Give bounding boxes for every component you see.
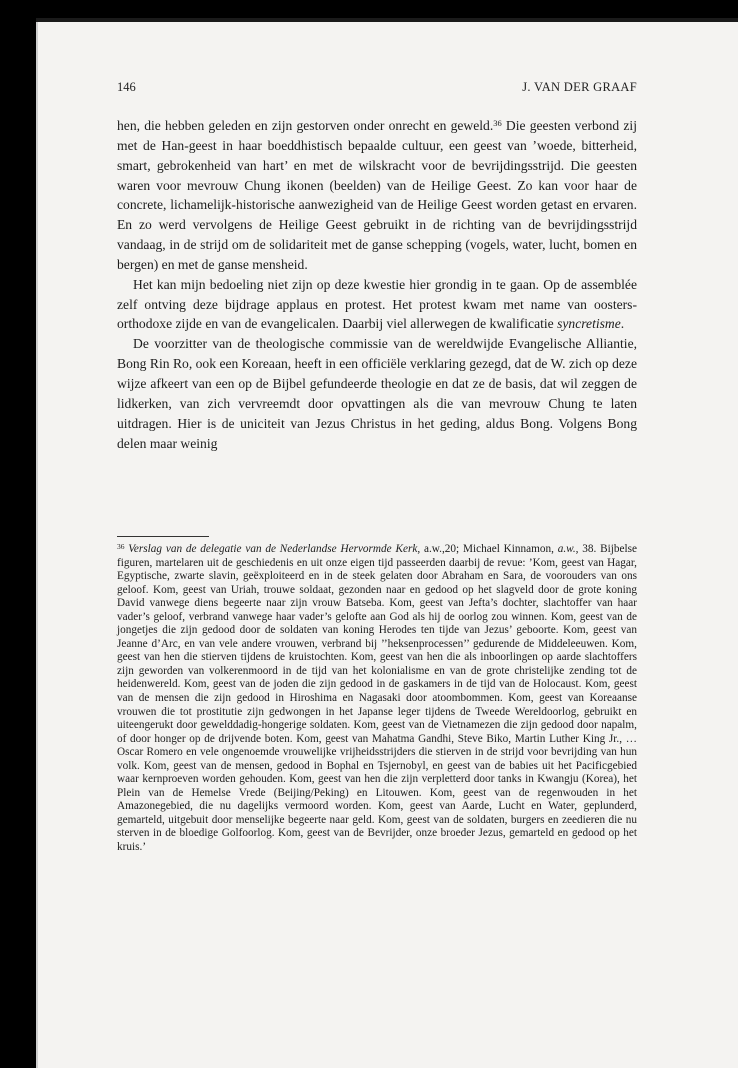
footnote-ref-1: a.w.,20; Michael Kinnamon,	[420, 543, 558, 555]
paragraph-3	[117, 334, 637, 453]
syncretisme-term: syncretisme	[557, 316, 621, 332]
running-header	[117, 80, 637, 98]
scan-top-border	[36, 18, 738, 22]
paragraph-2-end: .	[620, 316, 625, 332]
footnote-ref-36[interactable]: 36	[493, 118, 502, 128]
scan-left-edge	[36, 22, 38, 1068]
footnote-number: 36	[117, 542, 125, 551]
body-text	[117, 116, 637, 453]
running-author: J. VAN DER GRAAF	[522, 80, 637, 94]
footnote-36	[117, 543, 637, 855]
paragraph-2-text: Het kan mijn bedoeling niet zijn op deze kwestie hier grondig in te gaan. Op de assemblée zelf ontving deze bijdrage applaus en protest. Het protest kwam met name van oosters-orthodoxe zijde en van de evangelicalen. Daarbij viel allerwegen de kwalificatie	[117, 276, 637, 332]
paragraph-3-text: De voorzitter van de theologische commissie van de wereldwijde Evangelische Alliantie, Bong Rin Ro, ook een Koreaan, heeft in een officiële verklaring gezegd, dat de W. zich op deze wijze afkeert van een op de Bijbel gefundeerde theologie en dat ze de basis, dat wil zeggen de lidkerken, van zich vervreemdt door opvattingen als die van mevrouw Chung te laten uitdragen. Hier is de uniciteit van Jezus Christus in het geding, aldus Bong. Volgens Bong delen maar weinig	[117, 336, 637, 451]
footnote-aw: a.w.,	[557, 543, 579, 555]
footnote-source-title: Verslag van de delegatie van de Nederlandse Hervormde Kerk,	[128, 543, 421, 555]
paragraph-1-text: hen, die hebben geleden en zijn gestorven onder onrecht en geweld.	[117, 118, 494, 133]
paragraph-1-text-cont: Die geesten verbond zij met de Han-geest in haar boeddhistisch bepaalde cultuur, een geest van ’woede, bitterheid, smart, gebrokenheid van hart’ en met de wilskracht voor de bevrijdingsstrijd. Die geesten waren voor mevrouw Chung ikonen (beelden) van de Heilige Geest. Zo kan voor haar de concrete, lichamelijk-historische aanwezigheid van de Heilige Geest worden getast en ervaren. En zo werd vervolgens de Heilige Geest gebruikt in de richting van de bevrijdingsstrijd vandaag, in de strijd om de solidariteit met de ganse schepping (vogels, water, lucht, bomen en bergen) en met de ganse mensheid.	[117, 118, 637, 272]
page-number: 146	[117, 80, 136, 94]
footnote-separator	[117, 536, 209, 537]
paragraph-2	[117, 275, 637, 335]
footnote-text: 38. Bijbelse figuren, martelaren uit de geschiedenis en uit onze eigen tijd passeerden daarbij de revue: ’Kom, geest van Hagar, Egyptische, zwarte slavin, geëxploiteerd en in de steek gelaten door Abraham en Sara, de voorouders van ons geloof. Kom, geest van Uriah, trouwe soldaat, gezonden naar en gedood op het slagveld door de grote koning David vanwege diens begeerte naar zijn vrouw Batseba. Kom, geest van Jefta’s dochter, slachtoffer van haar vader’s geloof, verbrand vanwege haar vader’s gelofte aan God als hij de oorlog zou winnen. Kom, geest van de jongetjes die zijn gedood door de soldaten van koning Herodes ten tijde van Jezus’ geboorte. Kom, geest van Jeanne d’Arc, en van vele andere vrouwen, verbrand bij ’’heksenprocessen’’ gedurende de Middeleeuwen. Kom, geest van hen die stierven tijdens de kruistochten. Kom, geest van hen die als inboorlingen op aarde slachtoffers zijn geworden van volkerenmoord in de tijd van het kolonialisme en van de grote christelijke zending tot de heidenwereld. Kom, geest van de joden die zijn gedood in de gaskamers in de tijd van de Holocaust. Kom, geest van de mensen die zijn gedood in Hiroshima en Nagasaki door atoombommen. Kom, geest van Koreaanse vrouwen die tot prostitutie zijn gedwongen in het Japanse leger tijdens de Tweede Wereldoorlog, gebruikt en uiteengerukt door gewelddadig-hongerige soldaten. Kom, geest van de Vietnamezen die zijn gedood door napalm, of door honger op de drijvende boten. Kom, geest van Mahatma Gandhi, Steve Biko, Martin Luther King Jr., … Oscar Romero en vele ongenoemde vrouwelijke vrijheidsstrijders die stierven in de strijd voor bevrijding van hun volk. Kom, geest van de mensen, gedood in Bophal en Tsjernobyl, en geest van de babies uit het Pacificgebied waar kernproeven worden gehouden. Kom, geest van hen die zijn verpletterd door tanks in Kwangju (Korea), het Plein van de Hemelse Vrede (Beijing/Peking) en Litouwen. Kom, geest van de regenwouden in het Amazonegebied, die nu dagelijks vermoord worden. Kom, geest van Aarde, Lucht en Water, geplunderd, gemarteld, uitgebuit door menselijke begeerte naar geld. Kom, geest van de soldaten, burgers en zeedieren die nu sterven in de bloedige Golfoorlog. Kom, geest van de Bevrijder, onze broeder Jezus, gemarteld en gedood op het kruis.’	[117, 543, 637, 854]
paragraph-1	[117, 116, 637, 275]
